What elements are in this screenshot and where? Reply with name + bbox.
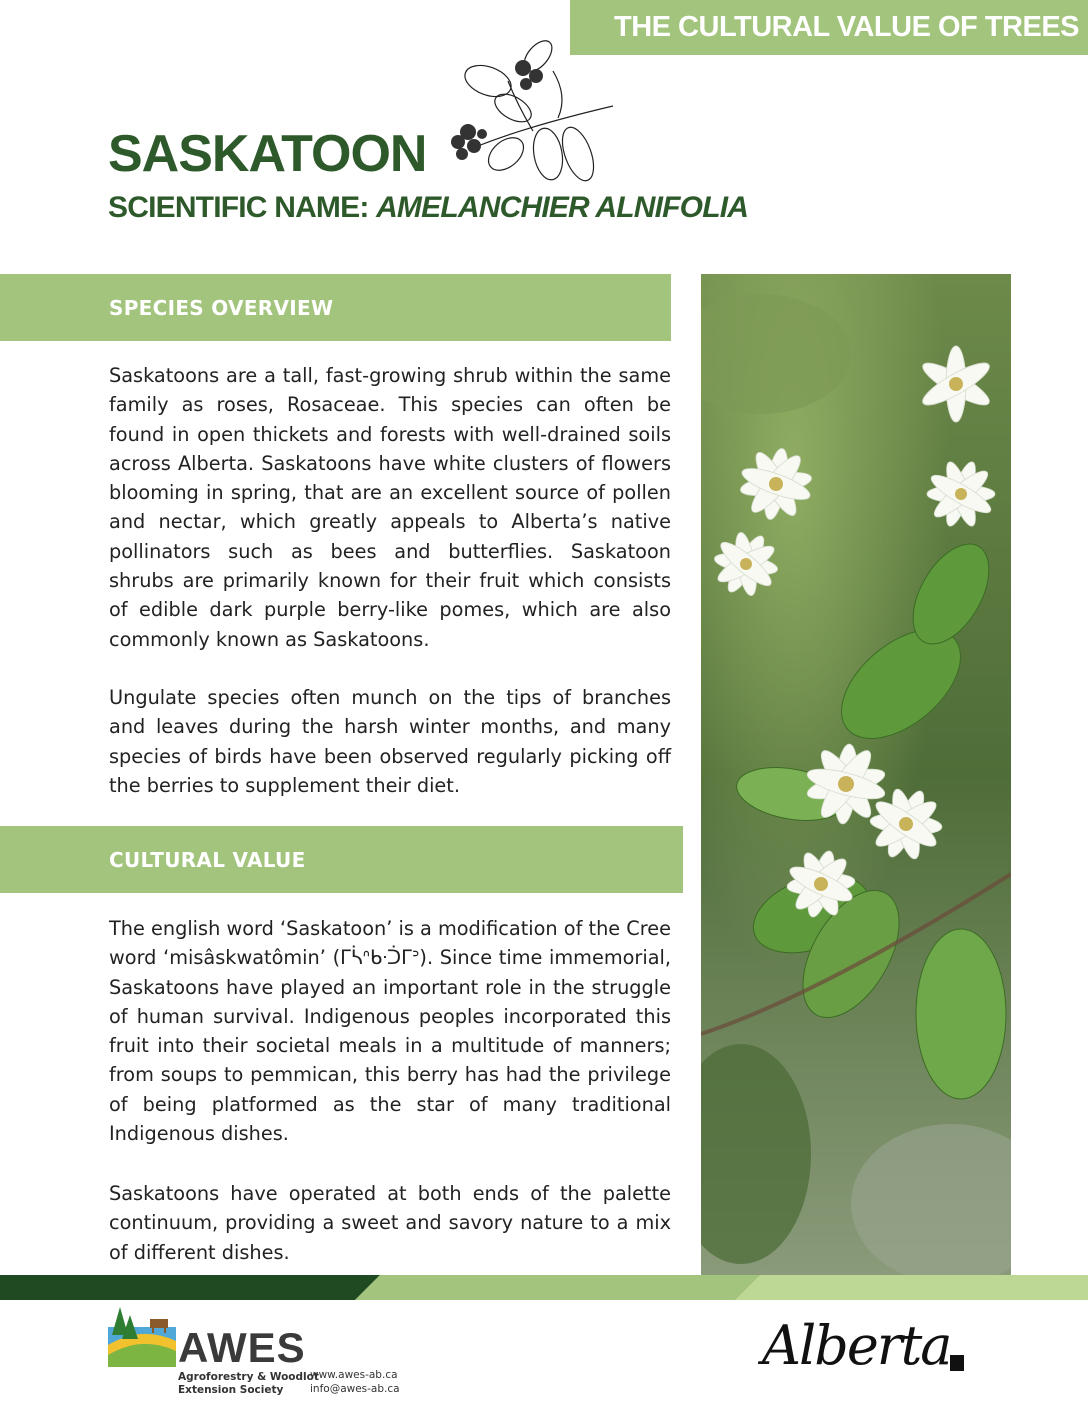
awes-full-name-line1: Agroforestry & Woodlot <box>178 1371 319 1383</box>
saskatoon-branch-sketch-icon <box>438 36 618 186</box>
awes-logo-icon <box>108 1305 176 1367</box>
contact-info <box>310 1368 400 1396</box>
scientific-name-value: AMELANCHIER ALNIFOLIA <box>376 191 749 224</box>
species-overview-heading <box>0 274 671 341</box>
overview-paragraph-1: Saskatoons are a tall, fast-growing shrub within the same family as roses, Rosaceae. This species can often be found in open thickets and forests with well-drained soils across Alberta. Saskatoons have white clusters of flowers blooming in spring, that are an excellent source of pollen and nectar, which greatly appeals to Alberta’s native pollinators such as bees and butterflies. Saskatoon shrubs are primarily known for their fruit which consists of edible dark purple berry-like pomes, which are also commonly known as Saskatoons. <box>109 364 671 651</box>
awes-logo <box>108 1305 319 1400</box>
email-link[interactable]: info@awes-ab.ca <box>310 1383 400 1395</box>
cultural-paragraph-2: Saskatoons have operated at both ends of the palette continuum, providing a sweet and savory nature to a mix of different dishes. <box>109 1182 671 1264</box>
banner-text: THE CULTURAL VALUE OF TREES <box>614 11 1079 43</box>
alberta-wordmark: Alberta <box>762 1314 951 1377</box>
header-banner <box>570 0 1088 55</box>
footer-band <box>0 1275 1088 1300</box>
awes-full-name-line2: Extension Society <box>178 1384 284 1396</box>
cultural-value-heading <box>0 826 683 893</box>
alberta-flag-icon <box>950 1355 964 1371</box>
cultural-paragraph-1: The english word ‘Saskatoon’ is a modification of the Cree word ‘misâskwatômin’ (ᒥᓵᐢᑲᐧᑑᒥᐣ). Since time immemorial, Saskatoons have played an important role in the struggle of human survival. Indigenous peoples incorporated this fruit into their societal meals in a multitude of manners; from soups to pemmican, this berry has had the privilege of being platformed as the star of many traditional Indigenous dishes. <box>109 917 671 1146</box>
saskatoon-flower-photo <box>701 274 1011 1275</box>
alberta-logo <box>762 1315 972 1390</box>
overview-paragraph-2: Ungulate species often munch on the tips of branches and leaves during the harsh winter months, and many species of birds have been observed regularly picking off the berries to supplement their diet. <box>109 686 671 797</box>
cultural-value-heading-text: CULTURAL VALUE <box>109 847 306 872</box>
awes-name: AWES <box>178 1324 306 1371</box>
scientific-name-label: SCIENTIFIC NAME: <box>108 191 377 224</box>
page-title: SASKATOON <box>108 125 427 183</box>
website-link[interactable]: www.awes-ab.ca <box>310 1369 398 1381</box>
species-overview-heading-text: SPECIES OVERVIEW <box>109 295 334 320</box>
scientific-name <box>108 193 748 223</box>
